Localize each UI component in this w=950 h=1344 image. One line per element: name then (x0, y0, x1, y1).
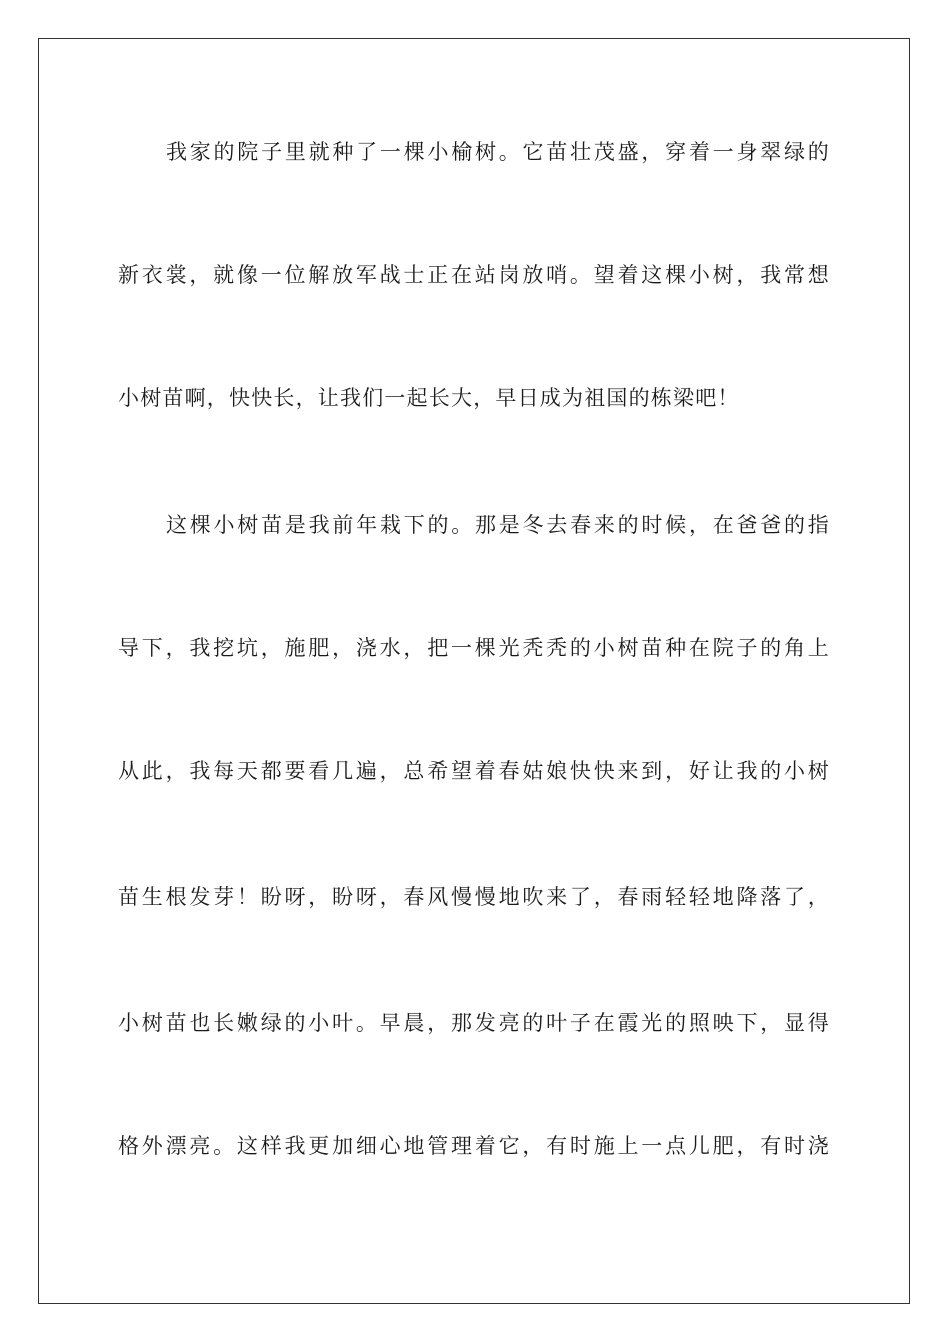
paragraph-2-line-6: 格外漂亮。这样我更加细心地管理着它，有时施上一点儿肥，有时浇 (118, 1134, 830, 1158)
paragraph-2-line-1: 这棵小树苗是我前年栽下的。那是冬去春来的时候，在爸爸的指 (166, 513, 830, 537)
paragraph-1-line-2: 新衣裳，就像一位解放军战士正在站岗放哨。望着这棵小树，我常想 (118, 263, 830, 287)
paragraph-2-line-3: 从此，我每天都要看几遍，总希望着春姑娘快快来到，好让我的小树 (118, 759, 830, 783)
page-frame (38, 38, 910, 1304)
paragraph-2-line-2: 导下，我挖坑，施肥，浇水，把一棵光秃秃的小树苗种在院子的角上 (118, 636, 830, 660)
paragraph-1-line-3: 小树苗啊，快快长，让我们一起长大，早日成为祖国的栋梁吧！ (118, 386, 740, 410)
paragraph-2-line-5: 小树苗也长嫩绿的小叶。早晨，那发亮的叶子在霞光的照映下，显得 (118, 1011, 830, 1035)
paragraph-2-line-4: 苗生根发芽！盼呀，盼呀，春风慢慢地吹来了，春雨轻轻地降落了， (118, 885, 830, 909)
paragraph-1-line-1: 我家的院子里就种了一棵小榆树。它苗壮茂盛，穿着一身翠绿的 (166, 140, 830, 164)
